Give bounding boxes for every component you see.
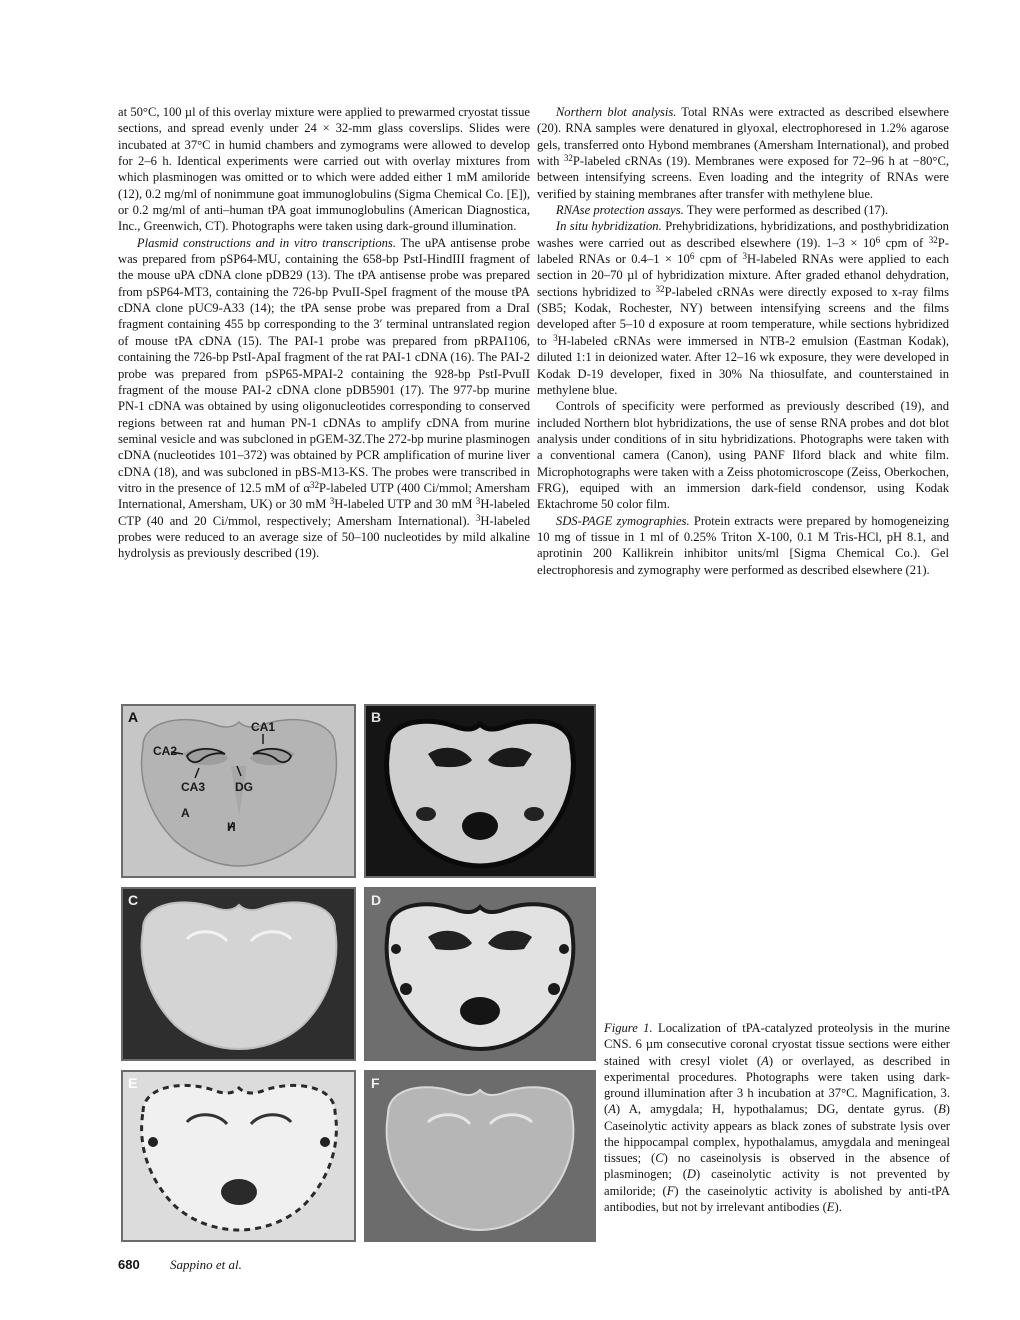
- panel-label-c: C: [128, 892, 139, 908]
- paragraph-plasmid: Plasmid constructions and in vitro transcriptions. The uPA antisense probe was prepared from pSP64-MU, containing the 658-bp PstI-HindIII fragment of the mouse uPA cDNA clone pDB29 (13). The tPA antisense probe was prepared from pSP64-MT3, containing the 726-bp PvuII-SpeI fragment of the mouse tPA cDNA clone pUC9-A33 (14); the tPA sense probe was prepared from a DraI fragment containing 455 bp corresponding to the 3′ terminal untranslated region of mouse tPA cDNA (15). The PAI-1 probe was prepared from pRPAI106, containing the 726-bp PstI-ApaI fragment of the rat PAI-1 cDNA (16). The PAI-2 probe was prepared from pSP65-MPAI-2 containing the 928-bp PstI-PvuII fragment of the mouse PAI-2 cDNA clone pDB5901 (17). The 977-bp murine PN-1 cDNA was obtained by using oligonucleotides corresponding to conserved regions between rat and human PN-1 cDNAs to amplify cDNA from murine seminal vesicle and was subcloned in pGEM-3Z.The 272-bp murine plasminogen cDNA (nucleotides 101–372) was obtained by PCR amplification of murine liver cDNA (18), and was subcloned in pBS-M13-KS. The probes were transcribed in vitro in the presence of 12.5 mM of $\alpha^{32}P$-labeled UTP (400 Ci/mmol; Amersham International, Amersham, UK) or 30 mM $^3$H-labeled UTP and 30 mM $^3$H-labeled CTP (40 and 20 Ci/mmol, respectively; Amersham International). $^3$H-labeled probes were reduced to an average size of 50–100 nucleotides by mild alkaline hydrolysis as previously described (19).: [118, 235, 531, 561]
- page-number: 680: [118, 1257, 140, 1272]
- panel-label-f: F: [371, 1075, 380, 1091]
- rnase-heading: RNAse protection assays.: [555, 203, 684, 218]
- brain-section-caseinolysis: [366, 706, 594, 876]
- panel-label-e: E: [128, 1075, 138, 1091]
- brain-section-anti-tpa: [366, 1072, 594, 1240]
- paragraph-overlay: at 50°C, 100 µl of this overlay mixture were applied to prewarmed cryostat tissue sections, and spread evenly under 24 × 32-mm glass coverslips. Slides were incubated at 37°C in humid chambers and zymograms were allowed to develop for 2–6 h. Identical experiments were carried out with overlay mixtures from which plasminogen was omitted or to which were added either 1 mM amiloride (12), 0.2 mg/ml of nonimmune goat immunoglobulins (Sigma Chemical Co. [E]), or 0.2 mg/ml of anti–human tPA goat immunoglobulins (American Diagnostica, Inc., Greenwich, CT). Photographs were taken using dark-ground illumination.: [118, 105, 530, 234]
- figure-panel-b: [364, 704, 596, 878]
- panel-label-a: A: [128, 709, 139, 725]
- annotation-hypothalamus: H: [227, 820, 236, 834]
- paragraph-insitu: In situ hybridization. Prehybridizations, hybridizations, and posthybridization washes were carried out as described elsewhere (19). $1-3 \times 10^6$ cpm of $^{32}$P-labeled RNAs or $0.4-1 \times 10^6$ cpm of $^3$H-labeled RNAs were applied to each section in 20–70 µl of hybridization mixture. After graded ethanol dehydration, sections hybridized to $^{32}$P-labeled cRNAs were directly exposed to x-ray films (SB5; Kodak, Rochester, NY) between intensifying screens and the films developed after 5–10 d exposure at room temperature, while sections hybridized to $^3$H-labeled cRNAs were immersed in NTB-2 emulsion (Eastman Kodak), diluted 1:1 in deionized water. After 12–16 wk exposure, they were developed in Kodak D-19 developer, fixed in 30% Na thiosulfate, and counterstained in methylene blue.: [537, 219, 949, 397]
- figure-label: Figure 1.: [604, 1021, 653, 1035]
- running-author: Sappino et al.: [170, 1257, 242, 1272]
- brain-section-no-plasminogen: [123, 889, 354, 1059]
- figure-panel-a: [121, 704, 356, 878]
- panel-label-b: B: [371, 709, 382, 725]
- paragraph-sds: SDS-PAGE zymographies. Protein extracts were prepared by homogeneizing 10 mg of tissue in 1 ml of 0.25% Triton X-100, 0.1 M Tris-HCl, pH 8.1, and aprotinin 200 Kallikrein inhibitor units/ml [Sigma Chemical Co.). Gel electrophoresis and zymography were performed as described elsewhere (21).: [537, 513, 949, 577]
- left-column: [118, 104, 530, 562]
- annotation-dg: DG: [235, 780, 253, 794]
- northern-heading: Northern blot analysis.: [555, 105, 677, 119]
- figure-panel-e: [121, 1070, 356, 1242]
- annotation-amygdala: A: [181, 806, 190, 820]
- figure-panel-d: [364, 887, 596, 1061]
- plasmid-heading: Plasmid constructions and in vitro transcriptions.: [136, 235, 396, 250]
- annotation-ca1: CA1: [251, 720, 276, 734]
- paragraph-controls: Controls of specificity were performed as previously described (19), and included Northern blot hybridizations, the use of sense RNA probes and dot blot analysis under conditions of in situ hybridizations. Photographs were taken with a conventional camera (Canon), using PANF Ilford black and white film. Microphotographs were taken with a Zeiss photomicroscope (Zeiss, Oberkochen, FRG), equiped with an immersion dark-field condensor, using Kodak Ektachrome 50 color film.: [537, 399, 949, 512]
- paragraph-rnase: RNAse protection assays. They were performed as described (17).: [555, 203, 889, 218]
- insitu-heading: In situ hybridization.: [555, 219, 662, 234]
- annotation-ca3: CA3: [181, 780, 206, 794]
- figure-panel-c: [121, 887, 356, 1061]
- annotation-ca2: CA2: [153, 744, 178, 758]
- figure-caption: Figure 1. Localization of tPA-catalyzed proteolysis in the murine CNS. 6 µm consecutive coronal cryostat tissue sections were either stained with cresyl violet (A) or overlayed, as described in experimental procedures. Photographs were taken using dark-ground illumination after 3 h incubation at 37°C. Magnification, 3. (A) A, amygdala; H, hypothalamus; DG, dentate gyrus. (B) Caseinolytic activity appears as black zones of substrate lysis over the hippocampal complex, hypothalamus, amygdala and meningeal tissues; (C) no caseinolysis is observed in the absence of plasminogen; (D) caseinolytic activity is not prevented by amiloride; (F) the caseinolytic activity is abolished by anti-tPA antibodies, but not by irrelevant antibodies (E).: [604, 1021, 950, 1214]
- brain-section-amiloride: [366, 889, 594, 1059]
- figure-panel-f: [364, 1070, 596, 1242]
- brain-section-nonimmune: [123, 1072, 354, 1240]
- sds-heading: SDS-PAGE zymographies.: [555, 513, 690, 528]
- panel-label-d: D: [371, 892, 382, 908]
- paragraph-northern: Northern blot analysis. Total RNAs were extracted as described elsewhere (20). RNA samples were denatured in glyoxal, electrophoresed in 1.2% agarose gels, transferred onto Hybond membranes (Amersham International), and probed with $^{32}$P-labeled cRNAs (19). Membranes were exposed for 72–96 h at −80°C, between intensifying screens. Even loading and the integrity of RNAs were verified by staining membranes after transfer with methylene blue.: [537, 105, 950, 201]
- right-column: [537, 104, 949, 578]
